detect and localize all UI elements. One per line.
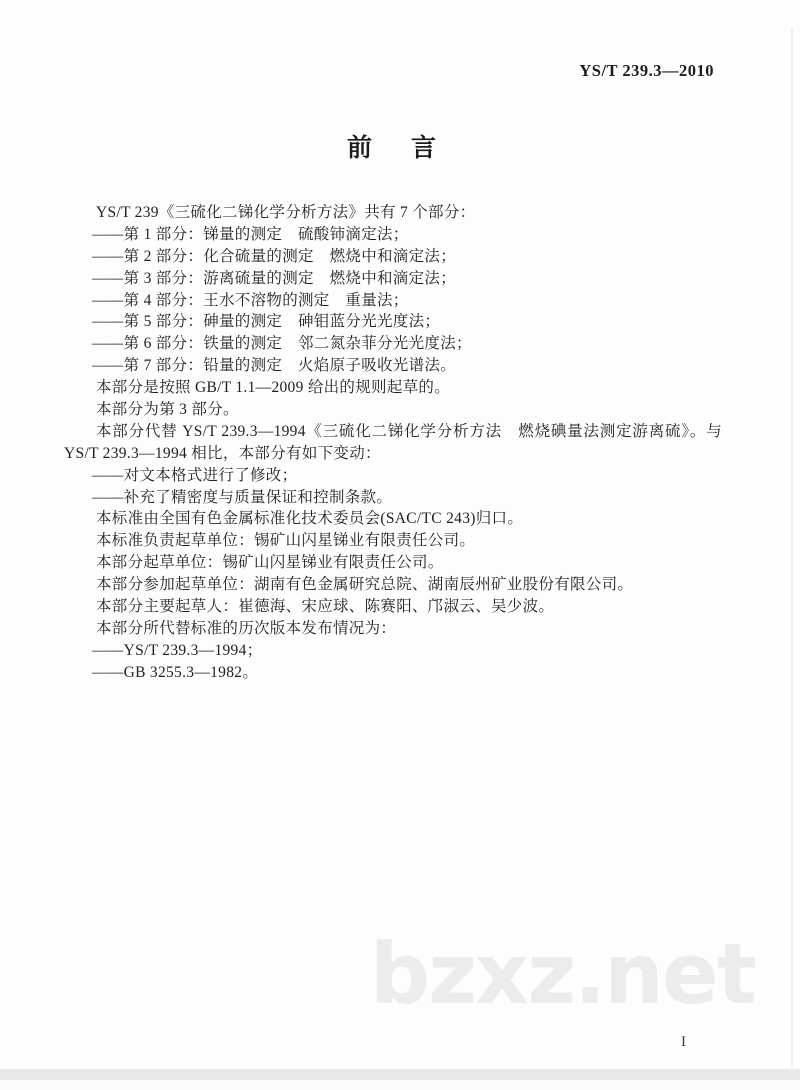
text-line: ——第 1 部分：锑量的测定 硫酸铈滴定法； xyxy=(92,225,409,243)
text-line: ——第 4 部分：王水不溶物的测定 重量法； xyxy=(92,291,409,309)
text-line: 本部分所代替标准的历次版本发布情况为： xyxy=(96,619,397,637)
text-line: 本部分参加起草单位：湖南有色金属研究总院、湖南辰州矿业股份有限公司。 xyxy=(96,576,634,594)
page-separator-band xyxy=(0,1069,800,1080)
text-line: 本部分是按照 GB/T 1.1—2009 给出的规则起草的。 xyxy=(96,379,451,397)
text-line: 本标准由全国有色金属标准化技术委员会(SAC/TC 243)归口。 xyxy=(96,510,524,528)
page-title: 前言 xyxy=(347,135,476,162)
text-line: ——第 6 部分：铁量的测定 邻二氮杂菲分光光度法； xyxy=(92,335,472,353)
text-line: ——第 3 部分：游离硫量的测定 燃烧中和滴定法； xyxy=(92,269,457,287)
text-line: 本部分代替 YS/T 239.3—1994《三硫化二锑化学分析方法 燃烧碘量法测定游离硫》。与 xyxy=(96,422,722,440)
site-watermark: bzxz.net xyxy=(370,925,755,1023)
text-line: ——GB 3255.3—1982。 xyxy=(92,663,259,681)
text-line: 本部分为第 3 部分。 xyxy=(96,401,239,419)
text-line: ——YS/T 239.3—1994； xyxy=(92,641,263,659)
text-line: ——第 2 部分：化合硫量的测定 燃烧中和滴定法； xyxy=(92,247,457,265)
text-line: 本标准负责起草单位：锡矿山闪星锑业有限责任公司。 xyxy=(96,532,476,550)
text-line: ——补充了精密度与质量保证和控制条款。 xyxy=(92,488,393,506)
text-line: ——第 5 部分：砷量的测定 砷钼蓝分光光度法； xyxy=(92,313,441,331)
text-line: ——对文本格式进行了修改； xyxy=(92,466,298,484)
scan-edge-line xyxy=(791,28,793,1069)
next-page-edge xyxy=(0,1080,800,1090)
text-line: YS/T 239.3—1994 相比，本部分有如下变动： xyxy=(64,444,381,462)
text-line: 本部分起草单位：锡矿山闪星锑业有限责任公司。 xyxy=(96,554,444,572)
page-number: I xyxy=(681,1034,686,1050)
standard-code-header: YS/T 239.3—2010 xyxy=(579,61,714,80)
foreword-body xyxy=(64,202,722,684)
text-line: 本部分主要起草人：崔德海、宋应球、陈赛阳、邝淑云、吴少波。 xyxy=(96,598,555,616)
text-line: ——第 7 部分：铅量的测定 火焰原子吸收光谱法。 xyxy=(92,357,457,375)
text-line: YS/T 239《三硫化二锑化学分析方法》共有 7 个部分： xyxy=(96,204,476,221)
